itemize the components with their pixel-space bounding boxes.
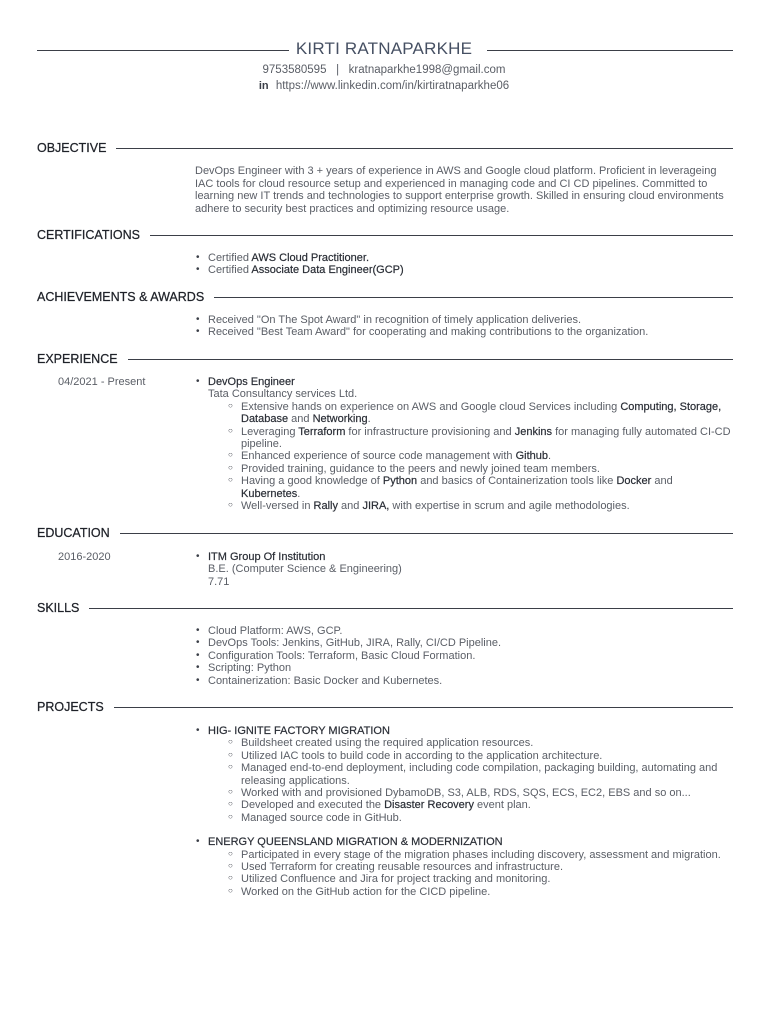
section-title-objective: OBJECTIVE [37,141,116,155]
list-item: ○ Worked on the GitHub action for the CICD pipeline. [228,886,735,898]
linkedin-link[interactable]: https://www.linkedin.com/in/kirtiratnaparkhe06 [275,80,510,92]
certification-name: Associate Data Engineer(GCP) [251,264,404,277]
objective-rule [37,148,733,149]
project-name: • HIG- IGNITE FACTORY MIGRATION [208,725,390,737]
skills-rule [37,608,733,609]
section-title-experience: EXPERIENCE [37,352,128,366]
school-name: • ITM Group Of Institution [208,551,326,563]
candidate-name: KIRTI RATNAPARKHE [295,39,473,58]
section-title-projects: PROJECTS [37,700,114,714]
list-item: • Certified Associate Data Engineer(GCP) [195,264,735,276]
project-name: • ENERGY QUEENSLAND MIGRATION & MODERNIZATION [208,836,503,849]
section-title-certifications: CERTIFICATIONS [37,228,150,242]
certifications-list [195,252,735,277]
list-item: • Configuration Tools: Terraform, Basic Cloud Formation. [195,650,735,662]
contact-separator: | [336,64,340,76]
achievements-list [195,314,735,339]
list-item: ○ Provided training, guidance to the peers and newly joined team members. [228,463,735,475]
project-points [228,849,735,899]
list-item: ○ Managed source code in GitHub. [228,812,735,824]
list-item: • DevOps Tools: Jenkins, GitHub, JIRA, Rally, CI/CD Pipeline. [195,637,735,649]
list-item: • Received "On The Spot Award" in recognition of timely application deliveries. [195,314,735,326]
company-name: Tata Consultancy services Ltd. [208,388,358,401]
linkedin-line [0,80,768,92]
list-item: ○ Enhanced experience of source code management with Github. [228,450,735,462]
list-item: ○ Managed end-to-end deployment, including code compilation, packaging building, automating and releasing applications. [228,762,735,787]
section-title-education: EDUCATION [37,526,120,540]
experience-rule [37,359,733,360]
list-item: ○ Buildsheet created using the required application resources. [228,737,735,749]
section-title-skills: SKILLS [37,601,89,615]
list-item: ○ Having a good knowledge of Python and basics of Containerization tools like Docker and Kubernetes. [228,475,735,500]
degree-name: B.E. (Computer Science & Engineering) [208,563,402,576]
list-item [195,725,735,836]
list-item: ○ Extensive hands on experience on AWS and Google cloud Services including Computing, Storage, Database and Networking. [228,401,735,426]
list-item: • Cloud Platform: AWS, GCP. [195,625,735,637]
list-item: • Scripting: Python [195,662,735,674]
list-item: ○ Leveraging Terraform for infrastructure provisioning and Jenkins for managing fully automated CI-CD pipeline. [228,426,735,451]
job-title: • DevOps Engineer [208,376,295,388]
phone-number[interactable]: 9753580595 [262,64,327,76]
list-item: • Containerization: Basic Docker and Kubernetes. [195,675,735,687]
education-date: 2016-2020 [58,551,111,563]
list-item [195,551,735,588]
education-list [195,551,735,588]
list-item: ○ Participated in every stage of the migration phases including discovery, assessment and migration. [228,849,735,861]
project-points [228,737,735,824]
skills-list [195,625,735,687]
list-item [195,376,735,512]
projects-list [195,725,735,898]
projects-rule [37,707,733,708]
list-item [195,836,735,898]
list-item: ○ Used Terraform for creating reusable resources and infrastructure. [228,861,735,873]
list-item: ○ Utilized Confluence and Jira for project tracking and monitoring. [228,873,735,885]
list-item: ○ Well-versed in Rally and JIRA, with expertise in scrum and agile methodologies. [228,500,735,512]
experience-points [228,401,735,513]
list-item: ○ Utilized IAC tools to build code in according to the application architecture. [228,750,735,762]
list-item: ○ Worked with and provisioned DybamoDB, S3, ALB, RDS, SQS, ECS, EC2, EBS and so on... [228,787,735,799]
contact-line [0,64,768,76]
section-title-achievements: ACHIEVEMENTS & AWARDS [37,290,214,304]
linkedin-icon: in [258,80,269,92]
list-item: • Certified AWS Cloud Practitioner. [195,252,735,264]
list-item: • Received "Best Team Award" for cooperating and making contributions to the organization. [195,326,735,338]
objective-text: DevOps Engineer with 3 + years of experience in AWS and Google cloud platform. Proficient in leverageing IAC tools for cloud resource setup and experienced in managing code and CI CD pipelines. Committed to learning new IT trends and technologies to support enterprise growth. Skilled in ensuring cloud environments adhere to security best practices and optimizing resource usage. [195,165,724,216]
education-score: 7.71 [208,575,230,588]
certification-name: AWS Cloud Practitioner. [251,252,370,264]
education-rule [37,533,733,534]
list-item: ○ Developed and executed the Disaster Recovery event plan. [228,799,735,811]
experience-date: 04/2021 - Present [58,376,146,388]
experience-list [195,376,735,512]
email-address[interactable]: kratnaparkhe1998@gmail.com [348,64,506,76]
